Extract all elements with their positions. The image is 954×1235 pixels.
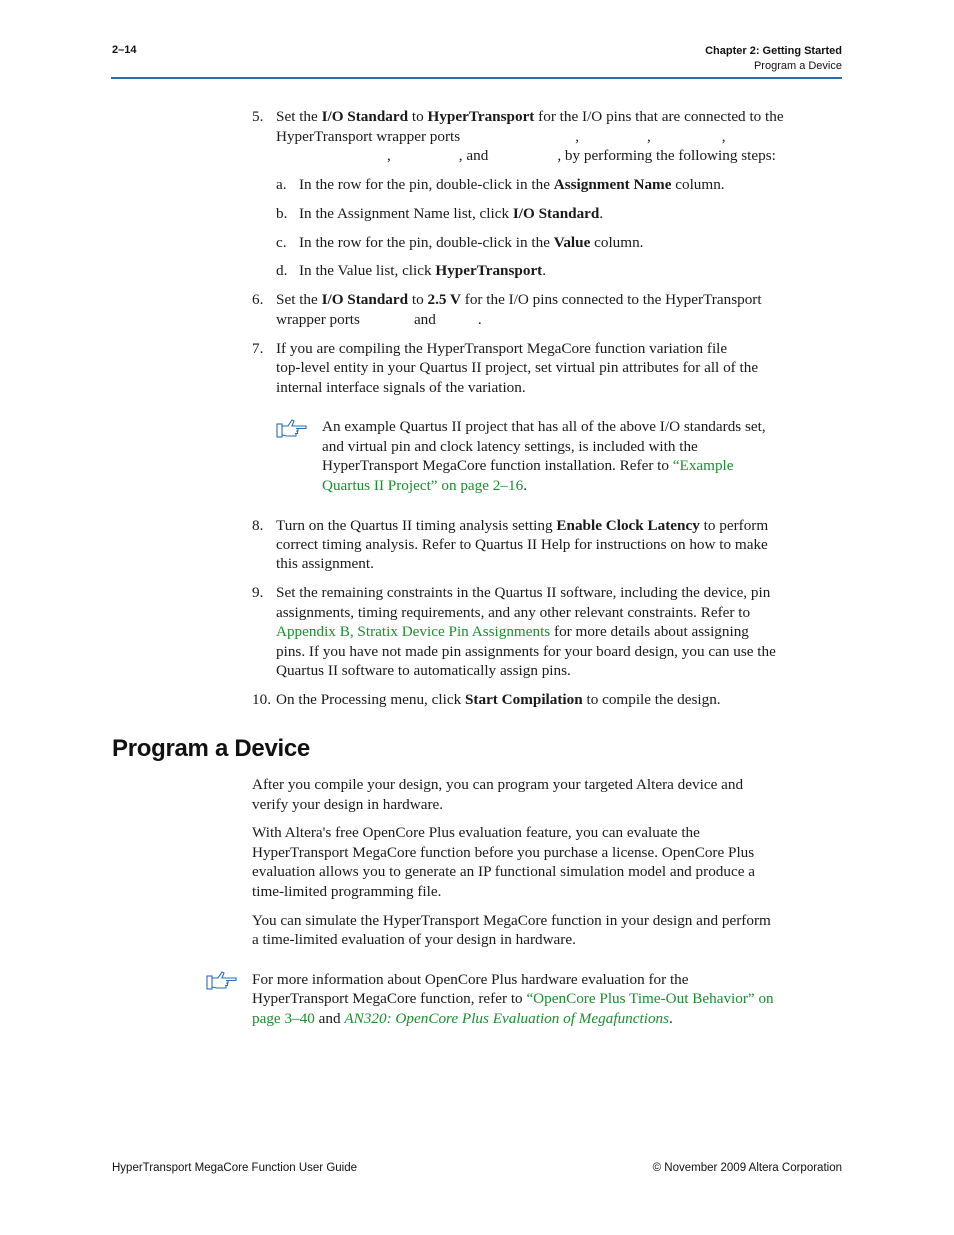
opencore-timeout-link[interactable]: “OpenCore Plus Time-Out Behavior” on (526, 990, 774, 1007)
header-rule (111, 77, 842, 79)
step-8-line-3: this assignment. (276, 555, 374, 572)
step-6-line-2: wrapper ports and . (276, 311, 482, 328)
note-2-line-2: HyperTransport MegaCore function, refer to “OpenCore Plus Time-Out Behavior” on (252, 990, 774, 1007)
note-1-line-4: Quartus II Project” on page 2–16. (322, 477, 527, 494)
step-5a-text: In the row for the pin, double-click in the Assignment Name column. (299, 176, 725, 193)
step-9-line-3: Appendix B, Stratix Device Pin Assignments for more details about assigning (276, 623, 749, 640)
section-p2-line-3: evaluation allows you to generate an IP functional simulation model and produce a (252, 863, 756, 880)
section-p2-line-2: HyperTransport MegaCore function before you purchase a license. OpenCore Plus (252, 844, 755, 861)
step-7-line-2: top-level entity in your Quartus II project, set virtual pin attributes for all of the (276, 359, 759, 376)
step-5b-text: In the Assignment Name list, click I/O Standard. (299, 205, 604, 222)
section-p1-line-2: verify your design in hardware. (252, 796, 444, 813)
step-5d-label: d. (276, 262, 288, 279)
step-9-number: 9. (252, 584, 264, 601)
step-5-line-1: Set the I/O Standard to HyperTransport for the I/O pins that are connected to the (276, 108, 784, 125)
step-5-line-2: HyperTransport wrapper ports , , , (276, 128, 726, 145)
step-6-number: 6. (252, 291, 264, 308)
running-header (705, 44, 842, 74)
section-p2-line-4: time-limited programming file. (252, 883, 442, 900)
step-5-line-3: , , and , by performing the following steps: (387, 147, 776, 164)
an320-link[interactable]: AN320: OpenCore Plus Evaluation of Megafunctions (344, 1010, 670, 1027)
step-5c-label: c. (276, 234, 287, 251)
step-10-line-1: On the Processing menu, click Start Compilation to compile the design. (276, 691, 721, 708)
step-8-number: 8. (252, 517, 264, 534)
footer-copyright: © November 2009 Altera Corporation (652, 1162, 842, 1174)
step-8-line-2: correct timing analysis. Refer to Quartus II Help for instructions on how to make (276, 536, 768, 553)
section-title: Program a Device (112, 735, 310, 762)
step-5a-label: a. (276, 176, 287, 193)
step-5d-text: In the Value list, click HyperTransport. (299, 262, 547, 279)
step-10-number: 10. (252, 691, 271, 708)
chapter-title: Chapter 2: Getting Started (705, 45, 842, 57)
opencore-timeout-link-cont[interactable]: page 3–40 (252, 1010, 315, 1027)
page-number: 2–14 (112, 44, 137, 56)
note-2-line-3: page 3–40 and AN320: OpenCore Plus Evaluation of Megafunctions. (252, 1010, 673, 1027)
step-9-line-1: Set the remaining constraints in the Quartus II software, including the device, pin (276, 584, 771, 601)
step-9-line-4: pins. If you have not made pin assignments for your board design, you can use the (276, 643, 776, 660)
section-p3-line-2: a time-limited evaluation of your design in hardware. (252, 931, 576, 948)
step-7-line-1: If you are compiling the HyperTransport MegaCore function variation file (276, 340, 728, 357)
pointing-hand-icon (206, 970, 238, 990)
example-project-link-cont[interactable]: Quartus II Project” on page 2–16 (322, 477, 524, 494)
step-9-line-2: assignments, timing requirements, and any other relevant constraints. Refer to (276, 604, 751, 621)
step-5b-label: b. (276, 205, 288, 222)
step-5-number: 5. (252, 108, 264, 125)
step-6-line-1: Set the I/O Standard to 2.5 V for the I/O pins connected to the HyperTransport (276, 291, 762, 308)
step-7-line-3: internal interface signals of the variation. (276, 379, 526, 396)
note-1-line-1: An example Quartus II project that has all of the above I/O standards set, (322, 418, 766, 435)
appendix-b-link[interactable]: Appendix B, Stratix Device Pin Assignments (276, 623, 551, 640)
note-1-line-2: and virtual pin and clock latency settings, is included with the (322, 438, 698, 455)
step-9-line-5: Quartus II software to automatically assign pins. (276, 662, 571, 679)
step-5c-text: In the row for the pin, double-click in the Value column. (299, 234, 644, 251)
section-p3-line-1: You can simulate the HyperTransport MegaCore function in your design and perform (252, 912, 771, 929)
section-name: Program a Device (753, 60, 842, 72)
note-2-line-1: For more information about OpenCore Plus hardware evaluation for the (252, 971, 689, 988)
section-p1-line-1: After you compile your design, you can program your targeted Altera device and (252, 776, 744, 793)
section-p2-line-1: With Altera's free OpenCore Plus evaluation feature, you can evaluate the (252, 824, 700, 841)
step-8-line-1: Turn on the Quartus II timing analysis setting Enable Clock Latency to perform (276, 517, 769, 534)
note-1-line-3: HyperTransport MegaCore function installation. Refer to “Example (322, 457, 734, 474)
example-project-link[interactable]: “Example (672, 457, 734, 474)
step-7-number: 7. (252, 340, 264, 357)
footer-guide-title: HyperTransport MegaCore Function User Guide (112, 1162, 358, 1174)
pointing-hand-icon (276, 418, 308, 438)
